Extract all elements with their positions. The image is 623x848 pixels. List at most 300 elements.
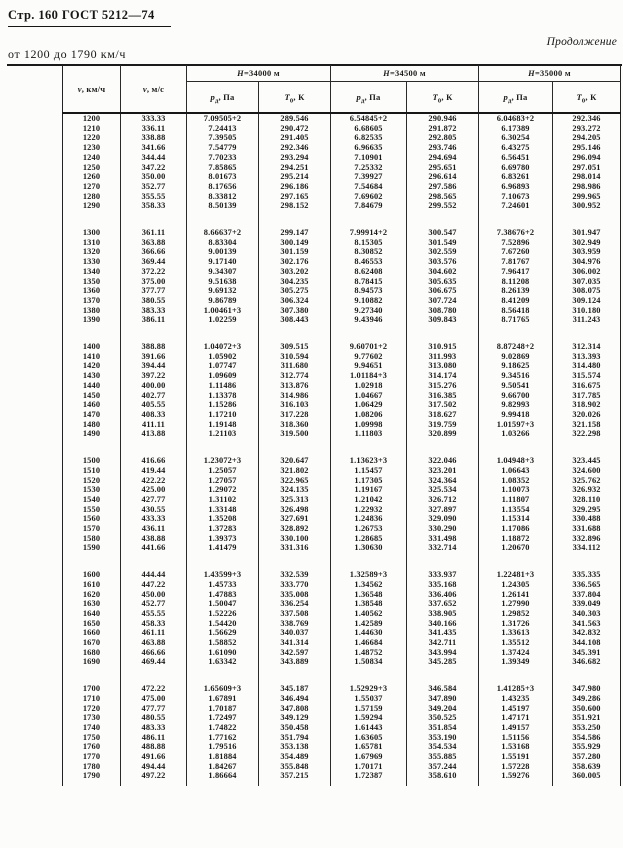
p-34000-cell: 9.34307: [187, 267, 259, 277]
block-spacer-row: [63, 553, 621, 570]
spacer-cell: [259, 781, 331, 786]
t-34500-cell: 350.525: [407, 713, 479, 723]
p-34500-cell: 8.78415: [331, 277, 407, 287]
t-34500-cell: 336.406: [407, 590, 479, 600]
p-34000-cell: 1.29072: [187, 485, 259, 495]
v-kmh-cell: 1620: [82, 589, 101, 599]
t-34500-cell: 305.635: [407, 277, 479, 287]
p-34500-cell: 1.57159: [331, 704, 407, 714]
p-34000-cell: 8.33812: [187, 192, 259, 202]
t-34000-cell: 301.159: [259, 247, 331, 257]
t-34000-cell: 353.138: [259, 742, 331, 752]
t-35000-cell: 336.565: [553, 580, 621, 590]
p-35000-cell: 1.04948+3: [479, 456, 553, 466]
table-row: [63, 143, 621, 153]
v-kmh-cell: 1470: [82, 409, 101, 419]
p-34000-cell: 1.41479: [187, 543, 259, 553]
t-35000-cell: 294.205: [553, 133, 621, 143]
spacer-cell: [553, 439, 621, 456]
v-kmh-cell: 1540: [82, 494, 101, 504]
p-34500-cell: 1.59294: [331, 713, 407, 723]
v-ms-cell: 388.88: [121, 342, 187, 352]
p-34500-cell: 1.24836: [331, 514, 407, 524]
v-kmh-cell: 1590: [82, 543, 101, 553]
p-35000-cell: 7.10673: [479, 192, 553, 202]
table-row: [63, 153, 621, 163]
p-34500-cell: 1.65781: [331, 742, 407, 752]
p-35000-cell: 1.24305: [479, 580, 553, 590]
v-kmh-cell: 1780: [82, 761, 101, 771]
p-35000-cell: 7.24601: [479, 201, 553, 211]
table-row: [63, 238, 621, 248]
group-header-h34000: H=34000 м: [187, 65, 331, 82]
v-ms-cell: 433.33: [121, 514, 187, 524]
table-row: [63, 694, 621, 704]
p-34500-cell: 1.55037: [331, 694, 407, 704]
v-kmh-cell: 1520: [82, 475, 101, 485]
v-kmh-cell: 1460: [82, 400, 101, 410]
t-35000-cell: 350.600: [553, 704, 621, 714]
t-34000-cell: 299.147: [259, 228, 331, 238]
p-34000-cell: 1.47883: [187, 590, 259, 600]
col-header-p-34500: $p_д$, Па: [331, 82, 407, 114]
v-ms-cell: 372.22: [121, 267, 187, 277]
t-34000-cell: 331.316: [259, 543, 331, 553]
p-34500-cell: 1.04667: [331, 391, 407, 401]
v-kmh-cell: 1720: [82, 703, 101, 713]
v-kmh-cell: 1420: [82, 361, 101, 371]
p-34000-cell: 8.17656: [187, 182, 259, 192]
t-34000-cell: 314.986: [259, 391, 331, 401]
spacer-cell: [63, 439, 121, 456]
t-35000-cell: 309.124: [553, 296, 621, 306]
t-34500-cell: 307.724: [407, 296, 479, 306]
p-34500-cell: 1.17305: [331, 476, 407, 486]
table-row: [63, 192, 621, 202]
p-34500-cell: 1.01184+3: [331, 371, 407, 381]
p-34000-cell: 1.84267: [187, 762, 259, 772]
spacer-cell: [407, 667, 479, 684]
table-row: [63, 113, 621, 124]
v-ms-cell: 455.55: [121, 609, 187, 619]
t-34500-cell: 354.534: [407, 742, 479, 752]
t-34500-cell: 345.285: [407, 657, 479, 667]
table-row: [63, 163, 621, 173]
t-35000-cell: 340.303: [553, 609, 621, 619]
p-34000-cell: 1.56629: [187, 628, 259, 638]
p-34000-cell: 1.74822: [187, 723, 259, 733]
t-34500-cell: 333.937: [407, 570, 479, 580]
v-ms-cell: 352.77: [121, 182, 187, 192]
table-row: [63, 657, 621, 667]
spacer-cell: [121, 325, 187, 342]
v-kmh-cell: 1220: [82, 133, 101, 143]
t-34000-cell: 322.965: [259, 476, 331, 486]
spacer-cell: [63, 553, 121, 570]
t-34500-cell: 297.586: [407, 182, 479, 192]
v-ms-cell: 452.77: [121, 599, 187, 609]
p-35000-cell: 1.13554: [479, 505, 553, 515]
spacer-cell: [187, 781, 259, 786]
p-34500-cell: 8.30852: [331, 247, 407, 257]
table-body: [63, 113, 621, 786]
t-34500-cell: 300.547: [407, 228, 479, 238]
t-34000-cell: 293.294: [259, 153, 331, 163]
v-kmh-cell: 1350: [82, 276, 101, 286]
t-34500-cell: 303.576: [407, 257, 479, 267]
spacer-cell: [407, 211, 479, 228]
t-35000-cell: 334.112: [553, 543, 621, 553]
spacer-cell: [553, 667, 621, 684]
p-35000-cell: 1.18872: [479, 534, 553, 544]
table-row: [63, 524, 621, 534]
p-34500-cell: 7.84679: [331, 201, 407, 211]
v-ms-cell: 447.22: [121, 580, 187, 590]
t-34500-cell: 292.805: [407, 133, 479, 143]
t-35000-cell: 304.976: [553, 257, 621, 267]
t-35000-cell: 298.014: [553, 172, 621, 182]
p-34000-cell: 1.07747: [187, 361, 259, 371]
v-kmh-cell: 1660: [82, 628, 101, 638]
t-34000-cell: 297.165: [259, 192, 331, 202]
p-35000-cell: 1.37424: [479, 648, 553, 658]
t-34000-cell: 317.228: [259, 410, 331, 420]
t-35000-cell: 316.675: [553, 381, 621, 391]
v-ms-cell: 469.44: [121, 657, 187, 667]
spacer-cell: [331, 781, 407, 786]
t-34500-cell: 355.885: [407, 752, 479, 762]
v-ms-cell: 400.00: [121, 381, 187, 391]
t-35000-cell: 302.949: [553, 238, 621, 248]
p-34000-cell: 1.00461+3: [187, 306, 259, 316]
spacer-cell: [407, 325, 479, 342]
t-34500-cell: 294.694: [407, 153, 479, 163]
table-row: [63, 762, 621, 772]
p-34500-cell: 1.06429: [331, 400, 407, 410]
v-ms-cell: 416.66: [121, 456, 187, 466]
p-34000-cell: 1.79516: [187, 742, 259, 752]
p-35000-cell: 7.96417: [479, 267, 553, 277]
v-ms-cell: 336.11: [121, 124, 187, 134]
p-34000-cell: 1.86664: [187, 771, 259, 781]
table-row: [63, 391, 621, 401]
p-34500-cell: 1.36548: [331, 590, 407, 600]
t-34000-cell: 298.152: [259, 201, 331, 211]
p-34500-cell: 8.94573: [331, 286, 407, 296]
p-34000-cell: 1.02259: [187, 315, 259, 325]
p-34000-cell: 1.13378: [187, 391, 259, 401]
p-35000-cell: 9.34516: [479, 371, 553, 381]
p-34500-cell: 7.54684: [331, 182, 407, 192]
t-34500-cell: 357.244: [407, 762, 479, 772]
t-35000-cell: 297.051: [553, 163, 621, 173]
p-34000-cell: 1.65609+3: [187, 684, 259, 694]
p-35000-cell: 7.67260: [479, 247, 553, 257]
t-35000-cell: 322.298: [553, 429, 621, 439]
v-ms-cell: 366.66: [121, 247, 187, 257]
p-34000-cell: 9.17140: [187, 257, 259, 267]
v-ms-cell: 375.00: [121, 277, 187, 287]
table-row: [63, 638, 621, 648]
p-35000-cell: 1.26141: [479, 590, 553, 600]
p-35000-cell: 1.11807: [479, 495, 553, 505]
table-row: [63, 723, 621, 733]
p-34500-cell: 8.62408: [331, 267, 407, 277]
p-35000-cell: 1.55191: [479, 752, 553, 762]
t-34500-cell: 302.559: [407, 247, 479, 257]
t-35000-cell: 324.600: [553, 466, 621, 476]
table-row: [63, 400, 621, 410]
col-header-speed-kmh: v, км/ч: [63, 65, 121, 113]
v-kmh-cell: 1330: [82, 257, 101, 267]
table-row: [63, 133, 621, 143]
t-34000-cell: 290.472: [259, 124, 331, 134]
t-35000-cell: 351.921: [553, 713, 621, 723]
spacer-cell: [479, 667, 553, 684]
v-ms-cell: 338.88: [121, 133, 187, 143]
p-34500-cell: 1.42589: [331, 619, 407, 629]
t-34000-cell: 328.892: [259, 524, 331, 534]
t-34000-cell: 294.251: [259, 163, 331, 173]
p-34500-cell: 8.15305: [331, 238, 407, 248]
p-35000-cell: 8.56418: [479, 306, 553, 316]
v-ms-cell: 363.88: [121, 238, 187, 248]
p-34500-cell: 9.43946: [331, 315, 407, 325]
v-ms-cell: 480.55: [121, 713, 187, 723]
p-34500-cell: 1.30630: [331, 543, 407, 553]
spacer-cell: [187, 211, 259, 228]
spacer-cell: [407, 553, 479, 570]
t-35000-cell: 328.110: [553, 495, 621, 505]
v-kmh-cell: 1490: [82, 429, 101, 439]
p-35000-cell: 1.57228: [479, 762, 553, 772]
t-35000-cell: 332.896: [553, 534, 621, 544]
t-35000-cell: 354.586: [553, 733, 621, 743]
t-34500-cell: 306.675: [407, 286, 479, 296]
table-row: [63, 361, 621, 371]
t-34000-cell: 296.186: [259, 182, 331, 192]
t-34000-cell: 336.254: [259, 599, 331, 609]
t-34000-cell: 325.313: [259, 495, 331, 505]
p-34000-cell: 9.00139: [187, 247, 259, 257]
v-ms-cell: 377.77: [121, 286, 187, 296]
v-kmh-cell: 1570: [82, 524, 101, 534]
t-34000-cell: 349.129: [259, 713, 331, 723]
p-35000-cell: 1.10073: [479, 485, 553, 495]
t-34500-cell: 343.994: [407, 648, 479, 658]
t-35000-cell: 301.947: [553, 228, 621, 238]
v-ms-cell: 491.66: [121, 752, 187, 762]
v-kmh-cell: 1240: [82, 152, 101, 162]
v-ms-cell: 402.77: [121, 391, 187, 401]
p-35000-cell: 1.53168: [479, 742, 553, 752]
table-row: [63, 543, 621, 553]
t-35000-cell: 335.335: [553, 570, 621, 580]
p-35000-cell: 9.02869: [479, 352, 553, 362]
v-kmh-cell: 1360: [82, 286, 101, 296]
t-34000-cell: 343.889: [259, 657, 331, 667]
v-ms-cell: 430.55: [121, 505, 187, 515]
v-kmh-cell: 1710: [82, 693, 101, 703]
t-35000-cell: 311.243: [553, 315, 621, 325]
p-35000-cell: 1.20670: [479, 543, 553, 553]
t-35000-cell: 329.295: [553, 505, 621, 515]
p-35000-cell: 8.11208: [479, 277, 553, 287]
v-ms-cell: 438.88: [121, 534, 187, 544]
p-34500-cell: 1.48752: [331, 648, 407, 658]
p-34500-cell: 1.50834: [331, 657, 407, 667]
t-35000-cell: 331.688: [553, 524, 621, 534]
spacer-cell: [553, 211, 621, 228]
spacer-cell: [479, 439, 553, 456]
t-34500-cell: 314.174: [407, 371, 479, 381]
spacer-cell: [259, 439, 331, 456]
table-row: [63, 381, 621, 391]
t-35000-cell: 357.280: [553, 752, 621, 762]
p-34500-cell: 1.15457: [331, 466, 407, 476]
p-34500-cell: 1.72387: [331, 771, 407, 781]
spacer-cell: [259, 553, 331, 570]
table-row: [63, 619, 621, 629]
t-35000-cell: 358.639: [553, 762, 621, 772]
col-header-p-35000: $p_д$, Па: [479, 82, 553, 114]
p-34500-cell: 6.96635: [331, 143, 407, 153]
t-34500-cell: 341.435: [407, 628, 479, 638]
p-34000-cell: 1.25057: [187, 466, 259, 476]
table-row: [63, 277, 621, 287]
p-34000-cell: 1.67891: [187, 694, 259, 704]
table-row: [63, 609, 621, 619]
p-35000-cell: 1.51156: [479, 733, 553, 743]
v-kmh-cell: 1600: [82, 570, 101, 580]
p-34500-cell: 1.46684: [331, 638, 407, 648]
block-spacer-row: [63, 325, 621, 342]
v-kmh-cell: 1700: [82, 684, 101, 694]
t-34000-cell: 303.202: [259, 267, 331, 277]
v-ms-cell: 461.11: [121, 628, 187, 638]
p-34000-cell: 1.77162: [187, 733, 259, 743]
spacer-cell: [259, 325, 331, 342]
t-34000-cell: 327.691: [259, 514, 331, 524]
v-kmh-cell: 1380: [82, 305, 101, 315]
p-34000-cell: 1.45733: [187, 580, 259, 590]
t-34500-cell: 329.090: [407, 514, 479, 524]
p-34500-cell: 1.28685: [331, 534, 407, 544]
table-row: [63, 306, 621, 316]
v-ms-cell: 341.66: [121, 143, 187, 153]
p-34000-cell: 1.50047: [187, 599, 259, 609]
p-34500-cell: 7.39927: [331, 172, 407, 182]
v-ms-cell: 411.11: [121, 420, 187, 430]
t-34000-cell: 305.275: [259, 286, 331, 296]
p-34500-cell: 9.60701+2: [331, 342, 407, 352]
p-34500-cell: 9.27340: [331, 306, 407, 316]
t-34000-cell: 357.215: [259, 771, 331, 781]
col-header-p-34000: $p_д$, Па: [187, 82, 259, 114]
t-35000-cell: 298.986: [553, 182, 621, 192]
t-34000-cell: 302.176: [259, 257, 331, 267]
spacer-cell: [259, 667, 331, 684]
spacer-cell: [553, 553, 621, 570]
table-row: [63, 456, 621, 466]
p-34500-cell: 1.09998: [331, 420, 407, 430]
t-34000-cell: 350.458: [259, 723, 331, 733]
v-ms-cell: 391.66: [121, 352, 187, 362]
t-34500-cell: 351.854: [407, 723, 479, 733]
t-35000-cell: 323.445: [553, 456, 621, 466]
v-kmh-cell: 1300: [82, 228, 101, 238]
t-34000-cell: 347.808: [259, 704, 331, 714]
t-34500-cell: 304.602: [407, 267, 479, 277]
spacer-cell: [407, 439, 479, 456]
t-35000-cell: 330.488: [553, 514, 621, 524]
t-35000-cell: 299.965: [553, 192, 621, 202]
block-spacer-row: [63, 781, 621, 786]
block-spacer-row: [63, 439, 621, 456]
spacer-cell: [479, 325, 553, 342]
p-34500-cell: 1.44630: [331, 628, 407, 638]
p-35000-cell: 1.15314: [479, 514, 553, 524]
table-row: [63, 315, 621, 325]
table-row: [63, 466, 621, 476]
v-kmh-cell: 1500: [82, 456, 101, 466]
p-34000-cell: 1.43599+3: [187, 570, 259, 580]
p-35000-cell: 6.56451: [479, 153, 553, 163]
v-ms-cell: 488.88: [121, 742, 187, 752]
p-34000-cell: 1.31102: [187, 495, 259, 505]
t-34000-cell: 292.346: [259, 143, 331, 153]
table-row: [63, 495, 621, 505]
t-34000-cell: 307.380: [259, 306, 331, 316]
v-ms-cell: 483.33: [121, 723, 187, 733]
v-ms-cell: 466.66: [121, 648, 187, 658]
table-row: [63, 201, 621, 211]
v-kmh-cell: 1440: [82, 380, 101, 390]
p-34000-cell: 7.85865: [187, 163, 259, 173]
t-35000-cell: 308.075: [553, 286, 621, 296]
v-kmh-cell: 1450: [82, 390, 101, 400]
v-kmh-cell: 1370: [82, 295, 101, 305]
spacer-cell: [331, 211, 407, 228]
spacer-cell: [331, 325, 407, 342]
p-34500-cell: 7.25332: [331, 163, 407, 173]
p-35000-cell: 9.50541: [479, 381, 553, 391]
v-ms-cell: 422.22: [121, 476, 187, 486]
p-35000-cell: 1.08352: [479, 476, 553, 486]
p-34000-cell: 9.69132: [187, 286, 259, 296]
t-34500-cell: 324.364: [407, 476, 479, 486]
v-ms-cell: 475.00: [121, 694, 187, 704]
table-row: [63, 182, 621, 192]
spacer-cell: [331, 439, 407, 456]
t-35000-cell: 339.049: [553, 599, 621, 609]
v-kmh-cell: 1320: [82, 247, 101, 257]
table-row: [63, 648, 621, 658]
p-34000-cell: 1.09609: [187, 371, 259, 381]
p-34500-cell: 8.46553: [331, 257, 407, 267]
v-kmh-cell: 1560: [82, 514, 101, 524]
t-34000-cell: 313.876: [259, 381, 331, 391]
t-34500-cell: 313.080: [407, 361, 479, 371]
v-kmh-cell: 1340: [82, 266, 101, 276]
page-title: Стр. 160 ГОСТ 5212—74: [8, 8, 171, 27]
p-35000-cell: 6.69780: [479, 163, 553, 173]
p-34000-cell: 1.33148: [187, 505, 259, 515]
spacer-cell: [63, 667, 121, 684]
p-34000-cell: 9.51638: [187, 277, 259, 287]
p-35000-cell: 1.47171: [479, 713, 553, 723]
t-34000-cell: 324.135: [259, 485, 331, 495]
